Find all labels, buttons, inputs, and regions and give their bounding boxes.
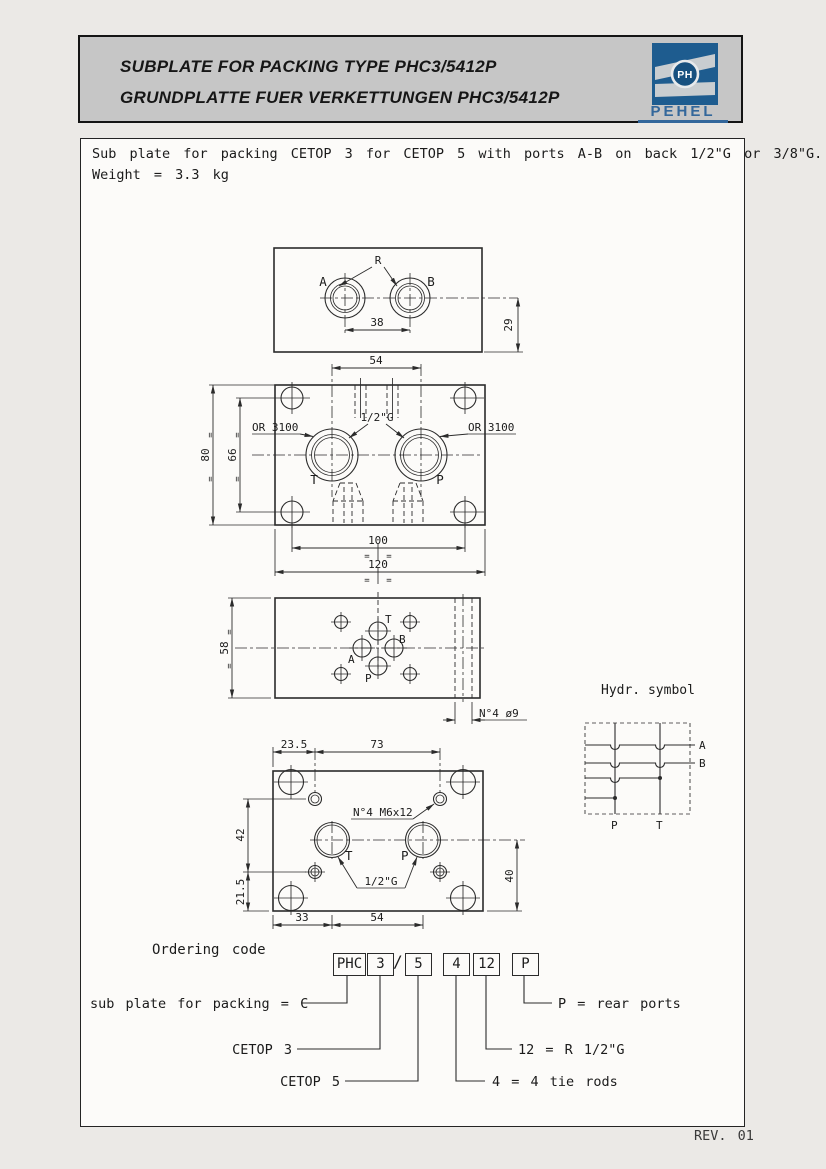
- thread-label: 1/2"G: [360, 411, 394, 424]
- dimension-100: [292, 523, 465, 562]
- drawing-top-view: [215, 590, 545, 735]
- dim-100-label: 100: [368, 534, 388, 547]
- dim-29-label: 29: [502, 318, 515, 332]
- plate-outline: [273, 771, 483, 911]
- ordering-separator: /: [393, 952, 403, 971]
- ordering-box-4: 4: [443, 953, 470, 976]
- dimension-80: [199, 385, 216, 525]
- port-t-label: T: [345, 848, 353, 863]
- holes-callout: [443, 702, 527, 724]
- hidden-rear-ports: [333, 483, 423, 523]
- dimension-54b: [332, 911, 423, 925]
- screws-label: N°4 M6x12: [353, 806, 413, 819]
- ordering-box-3: 3: [367, 953, 394, 976]
- hydraulic-symbol: [575, 672, 725, 837]
- align-mark: =: [233, 432, 243, 438]
- ordering-box-p: P: [512, 953, 539, 976]
- legend-cetop3: CETOP 3: [232, 1042, 292, 1058]
- port-p-label: P: [365, 672, 372, 685]
- dim-73-label: 73: [370, 738, 384, 751]
- logo-monogram: PH: [677, 69, 693, 81]
- port-p-label: P: [436, 472, 444, 487]
- dim-40-label: 40: [503, 869, 516, 883]
- dimension-33: [273, 911, 423, 929]
- logo-brand-text: PEHEL: [650, 103, 716, 120]
- dimension-29: [484, 298, 523, 352]
- description-block: [92, 144, 822, 186]
- port-p-label: P: [401, 848, 409, 863]
- ordering-box-12: 12: [473, 953, 500, 976]
- holes-label: N°4 ø9: [479, 707, 519, 720]
- dimension-23-5: [273, 738, 315, 767]
- legend-tie-rods: 4 = 4 tie rods: [492, 1074, 618, 1090]
- centerlines: [320, 273, 518, 334]
- symbol-lines: [585, 723, 695, 814]
- dimension-21-5: [234, 872, 269, 911]
- ordering-code-title: Ordering code: [152, 942, 266, 958]
- port-a-label: A: [348, 653, 355, 666]
- symbol-boundary: [585, 723, 690, 814]
- centerlines: [310, 748, 525, 859]
- radius-leaders: [339, 267, 397, 286]
- drawing-mount-view: [225, 735, 545, 947]
- document-title-en: SUBPLATE FOR PACKING TYPE PHC3/5412P: [120, 57, 497, 76]
- legend-cetop5: CETOP 5: [280, 1074, 340, 1090]
- oring-right-label: OR 3100: [468, 421, 515, 434]
- screws-callout: [351, 804, 434, 819]
- revision-label: REV. 01: [694, 1128, 754, 1144]
- ordering-connectors: [280, 976, 650, 1088]
- dim-120-label: 120: [368, 558, 388, 571]
- document-title-de: GRUNDPLATTE FUER VERKETTUNGEN PHC3/5412P: [120, 88, 560, 107]
- align-mark: =: [225, 629, 235, 635]
- thread-label: 1/2"G: [364, 875, 398, 888]
- drawing-front-view: [200, 355, 545, 600]
- logo-underline: [638, 120, 728, 123]
- dimension-73: [315, 738, 440, 752]
- dim-58-label: 58: [218, 641, 231, 655]
- centerlines: [235, 592, 485, 670]
- thread-callout: [349, 411, 404, 438]
- ordering-box-5: 5: [405, 953, 432, 976]
- align-mark: =: [364, 552, 370, 562]
- dim-80-label: 80: [199, 448, 212, 462]
- port-t-label: T: [310, 472, 318, 487]
- align-mark: =: [206, 432, 216, 438]
- radius-label: R: [374, 254, 382, 267]
- symbol-port-t-label: T: [656, 819, 663, 832]
- description-line1: Sub plate for packing CETOP 3 for CETOP 5 with ports A-B on back 1/2"G or 3/8"G.: [92, 146, 823, 162]
- dim-66-label: 66: [226, 448, 239, 462]
- pehel-logo: [652, 43, 718, 105]
- dimension-42: [234, 799, 306, 872]
- dimension-66: [226, 398, 243, 512]
- align-mark: =: [225, 663, 235, 669]
- dim-54-label: 54: [369, 354, 383, 367]
- dimension-40: [487, 840, 522, 911]
- oring-right: [440, 421, 516, 437]
- dim-23-5-label: 23.5: [280, 738, 308, 751]
- legend-rear-ports: P = rear ports: [558, 996, 681, 1012]
- symbol-port-p-label: P: [611, 819, 618, 832]
- ordering-box-phc: PHC: [333, 953, 366, 976]
- oring-left: [252, 421, 313, 437]
- drawing-back-view: [250, 235, 540, 360]
- description-line2: Weight = 3.3 kg: [92, 167, 229, 183]
- align-mark: =: [233, 476, 243, 482]
- dim-42-label: 42: [234, 828, 247, 842]
- port-b-label: B: [427, 274, 435, 289]
- symbol-port-b-label: B: [699, 757, 706, 770]
- oring-left-label: OR 3100: [252, 421, 299, 434]
- align-mark: =: [386, 552, 392, 562]
- dim-21-5-label: 21.5: [234, 878, 247, 906]
- port-a-label: A: [319, 274, 327, 289]
- align-mark: =: [386, 576, 392, 586]
- align-mark: =: [206, 476, 216, 482]
- dimension-54: [332, 354, 421, 368]
- symbol-port-a-label: A: [699, 739, 706, 752]
- port-t-label: T: [385, 613, 392, 626]
- dim-38-label: 38: [370, 316, 384, 329]
- hydraulic-symbol-title: Hydr. symbol: [601, 683, 695, 698]
- dim-33-label: 33: [295, 911, 309, 924]
- port-b-label: B: [399, 633, 406, 646]
- align-mark: =: [364, 576, 370, 586]
- dimension-38: [345, 316, 410, 330]
- dim-54b-label: 54: [370, 911, 384, 924]
- legend-subplate: sub plate for packing = C: [90, 996, 309, 1012]
- legend-thread: 12 = R 1/2"G: [518, 1042, 625, 1058]
